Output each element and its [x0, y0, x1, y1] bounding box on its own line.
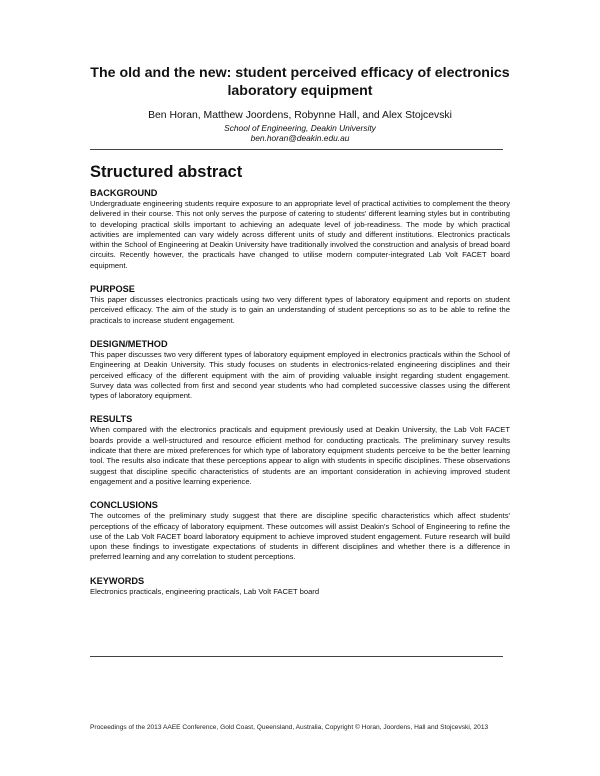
section-heading: PURPOSE — [90, 284, 135, 295]
section-background — [90, 188, 510, 271]
bottom-divider — [90, 656, 503, 657]
abstract-heading: Structured abstract — [90, 163, 243, 181]
author-email: ben.horan@deakin.edu.au — [250, 133, 350, 143]
abstract-body — [90, 188, 510, 597]
section-purpose — [90, 284, 510, 326]
page-footer: Proceedings of the 2013 AAEE Conference, Gold Coast, Queensland, Australia, Copyright © Horan, Joordens, Hall and Stojcevski, 2013 — [90, 724, 489, 731]
section-text: The outcomes of the preliminary study suggest that there are discipline specific characteristics which affect students' perceptions of the efficacy of laboratory equipment. These outcomes will assist Deakin's School of Engineering to refine the use of the Lab Volt FACET board laboratory equipment to achieve improved student engagement. Future research will build upon these findings to investigate expectations of students in different disciplines and whether there is a difference in preferred learning and any correlation to student perceptions. — [90, 511, 510, 562]
section-text: Electronics practicals, engineering practicals, Lab Volt FACET board — [90, 586, 320, 596]
section-conclusions — [90, 500, 510, 562]
section-heading: CONCLUSIONS — [90, 500, 158, 511]
section-keywords — [90, 576, 510, 597]
section-heading: BACKGROUND — [90, 188, 158, 198]
author-affiliation: School of Engineering, Deakin University — [224, 123, 376, 133]
section-heading: RESULTS — [90, 414, 133, 425]
section-results — [90, 414, 510, 487]
author-list: Ben Horan, Matthew Joordens, Robynne Hall, and Alex Stojcevski — [148, 110, 452, 121]
section-heading: KEYWORDS — [90, 575, 145, 586]
section-heading: DESIGN/METHOD — [90, 338, 168, 349]
section-text: This paper discusses electronics practicals using two very different types of laboratory equipment and reports on student perceived efficacy. The aim of the study is to gain an understanding of student perceptions so as to be able to refine the practicals to increase student engagement. — [90, 295, 510, 325]
section-text: Undergraduate engineering students require exposure to an appropriate level of practical activities to complement the theory delivered in their course. This not only serves the purpose of catering to students' different learning styles but in contributing to developing practical skills important to achieving an adequate level of job-readiness. The mode by which practical activities are implemented can vary widely across different units of study and different institutions. Electronics practicals within the School of Engineering at Deakin University have traditionally involved the construction and analysis of bread board circuits. Recently however, the practicals have changed to utilise modern computer-integrated Lab Volt FACET board equipment. — [90, 199, 510, 270]
paper-title: The old and the new: student perceived efficacy of electronics laboratory equipment — [90, 65, 510, 99]
section-text: This paper discusses two very different types of laboratory equipment employed in electronics practicals within the School of Engineering at Deakin University. This study focuses on students in electronics-related engineering disciplines and their perceived efficacy of the different equipment with the aim of providing valuable insight regarding student engagement. Survey data was collected from first and second year students who had completed successive classes using the different types of laboratory equipment. — [90, 349, 510, 401]
top-divider — [90, 149, 503, 150]
section-design-method — [90, 339, 510, 401]
section-text: When compared with the electronics practicals and equipment previously used at Deakin University, the Lab Volt FACET boards provide a well-structured and resource efficient method for conducting practicals. The preliminary survey results indicate that there are mixed preferences for which type of laboratory equipment students perceive to be the better learning tool. The results also indicate that these perceptions appear to align with students in specific disciplines. These observations suggest that discipline specific characteristics of students are an important consideration in achieving improved student engagement and a positive learning experience. — [90, 425, 510, 486]
